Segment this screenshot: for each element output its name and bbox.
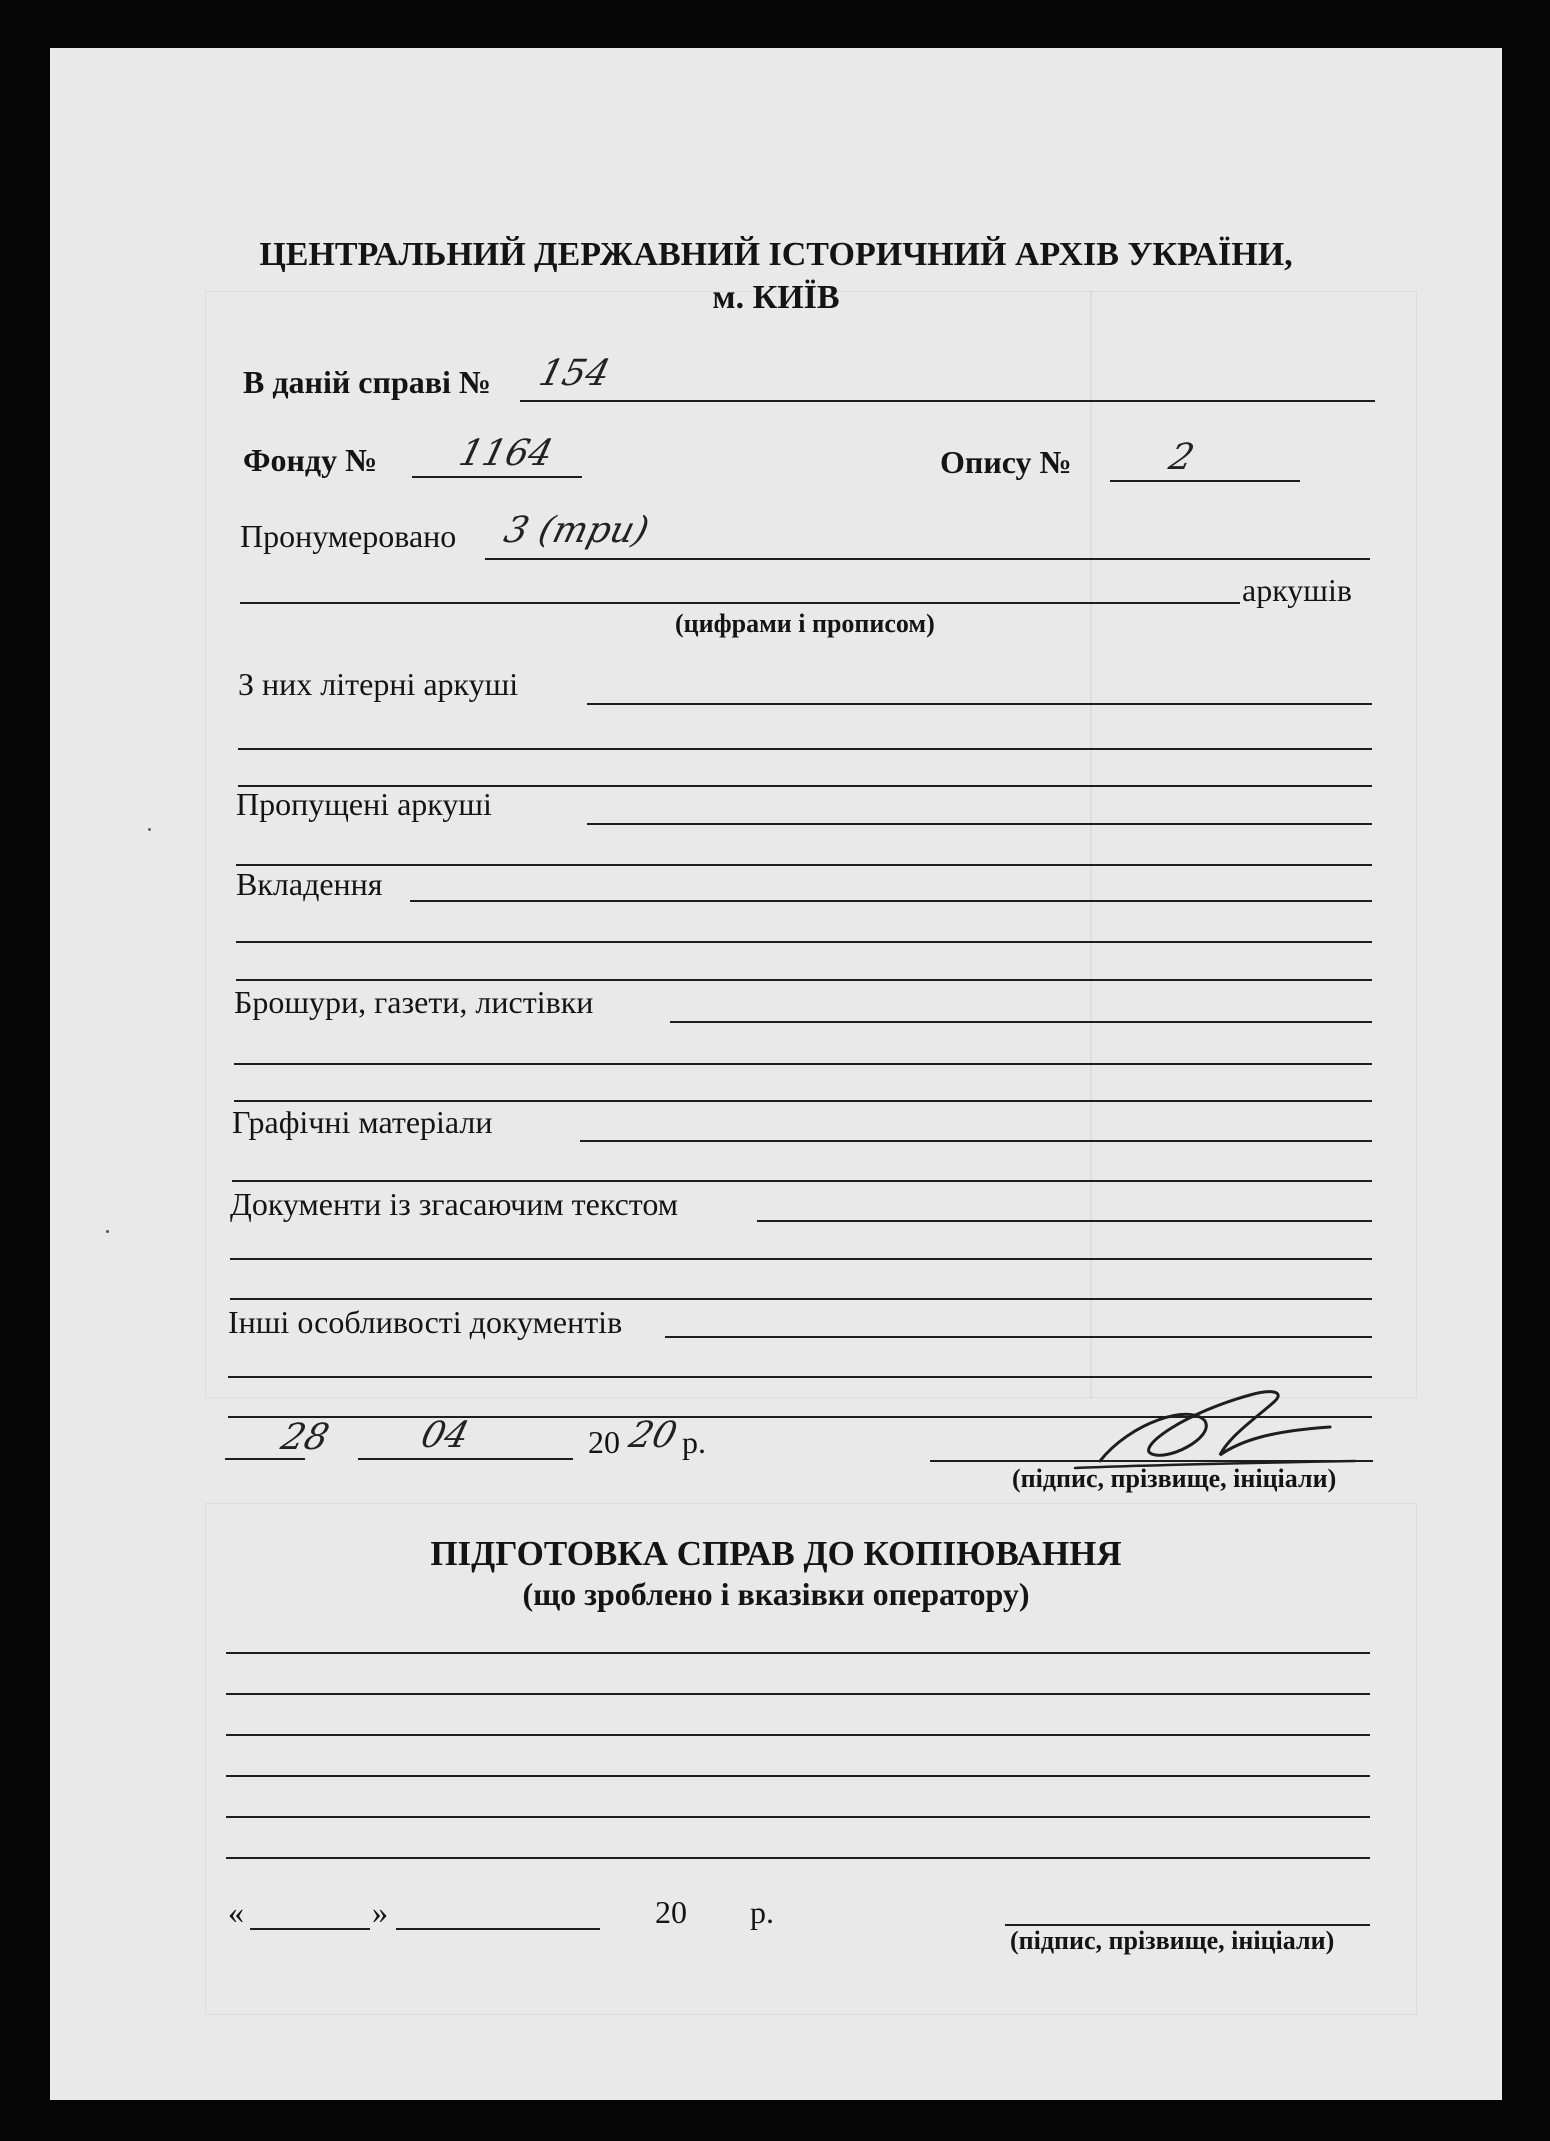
year2-prefix: 20 [655,1894,687,1930]
scan-speck [106,1230,109,1233]
open-quote: « [228,1894,244,1930]
missing-sheets-line [587,823,1372,825]
scan-speck [148,828,151,831]
month2-line [396,1928,600,1930]
numbered-line-2 [240,602,1240,604]
month-handwritten: 04 [417,1415,474,1456]
archive-city: м. КИЇВ [712,279,840,316]
opys-line [1110,480,1300,482]
letter-sheets-line [587,703,1372,705]
copying-title: ПІДГОТОВКА СПРАВ ДО КОПІЮВАННЯ [430,1534,1122,1573]
fading-docs-label: Документи із згасаючим текстом [230,1186,678,1222]
attachments-line-2 [236,941,1372,943]
month-line [358,1458,573,1460]
sheets-word: аркушів [1242,572,1352,608]
copying-line-4 [226,1775,1370,1777]
fond-line [412,476,582,478]
numbered-line [485,558,1370,560]
case-number-handwritten: 154 [535,353,614,394]
opys-label: Опису № [940,444,1072,480]
close-quote: » [372,1894,388,1930]
day-handwritten: 28 [277,1417,334,1458]
year-prefix: 20 [588,1424,620,1460]
signature-caption: (підпис, прізвище, ініціали) [1012,1464,1337,1493]
fond-number-handwritten: 1164 [455,433,557,474]
archive-title: ЦЕНТРАЛЬНИЙ ДЕРЖАВНИЙ ІСТОРИЧНИЙ АРХІВ УКРАЇНИ, [259,236,1293,273]
numbered-label: Пронумеровано [240,518,457,554]
brochures-line-3 [234,1100,1372,1102]
signature2-caption: (підпис, прізвище, ініціали) [1010,1926,1335,1955]
fading-docs-line [757,1220,1372,1222]
year2-end: р. [750,1894,774,1930]
bleed-through-line [1090,291,1092,1398]
missing-sheets-line-2 [236,864,1372,866]
day-line [225,1458,305,1460]
letter-sheets-line-2 [238,748,1372,750]
form-sheet [50,48,1502,2100]
day2-line [250,1928,370,1930]
graphics-line [580,1140,1372,1142]
brochures-label: Брошури, газети, листівки [234,984,594,1020]
graphics-line-2 [232,1180,1372,1182]
case-label: В даній справі № [243,364,492,400]
year-handwritten: 20 [625,1415,682,1456]
attachments-line-3 [236,979,1372,981]
opys-number-handwritten: 2 [1165,437,1199,478]
other-features-line-2 [228,1376,1372,1378]
signature-line [930,1460,1373,1462]
brochures-line-2 [234,1063,1372,1065]
graphics-label: Графічні матеріали [232,1104,493,1140]
copying-subtitle: (що зроблено і вказівки оператору) [522,1576,1030,1612]
brochures-line [670,1021,1372,1023]
fading-docs-line-3 [230,1298,1372,1300]
attachments-label: Вкладення [236,866,383,902]
copying-line-3 [226,1734,1370,1736]
copying-line-6 [226,1857,1370,1859]
other-features-label: Інші особливості документів [228,1304,623,1340]
fond-label: Фонду № [243,442,378,478]
case-line [520,400,1375,402]
other-features-line [665,1336,1372,1338]
copying-line-5 [226,1816,1370,1818]
numbered-hint: (цифрами і прописом) [675,609,935,638]
year-end: р. [682,1424,706,1460]
numbered-handwritten: 3 (три) [500,510,654,551]
bleed-through-table [205,291,1417,1398]
attachments-line [410,900,1372,902]
copying-line-2 [226,1693,1370,1695]
copying-line-1 [226,1652,1370,1654]
missing-sheets-label: Пропущені аркуші [236,786,492,822]
letter-sheets-label: З них літерні аркуші [238,666,519,702]
fading-docs-line-2 [230,1258,1372,1260]
